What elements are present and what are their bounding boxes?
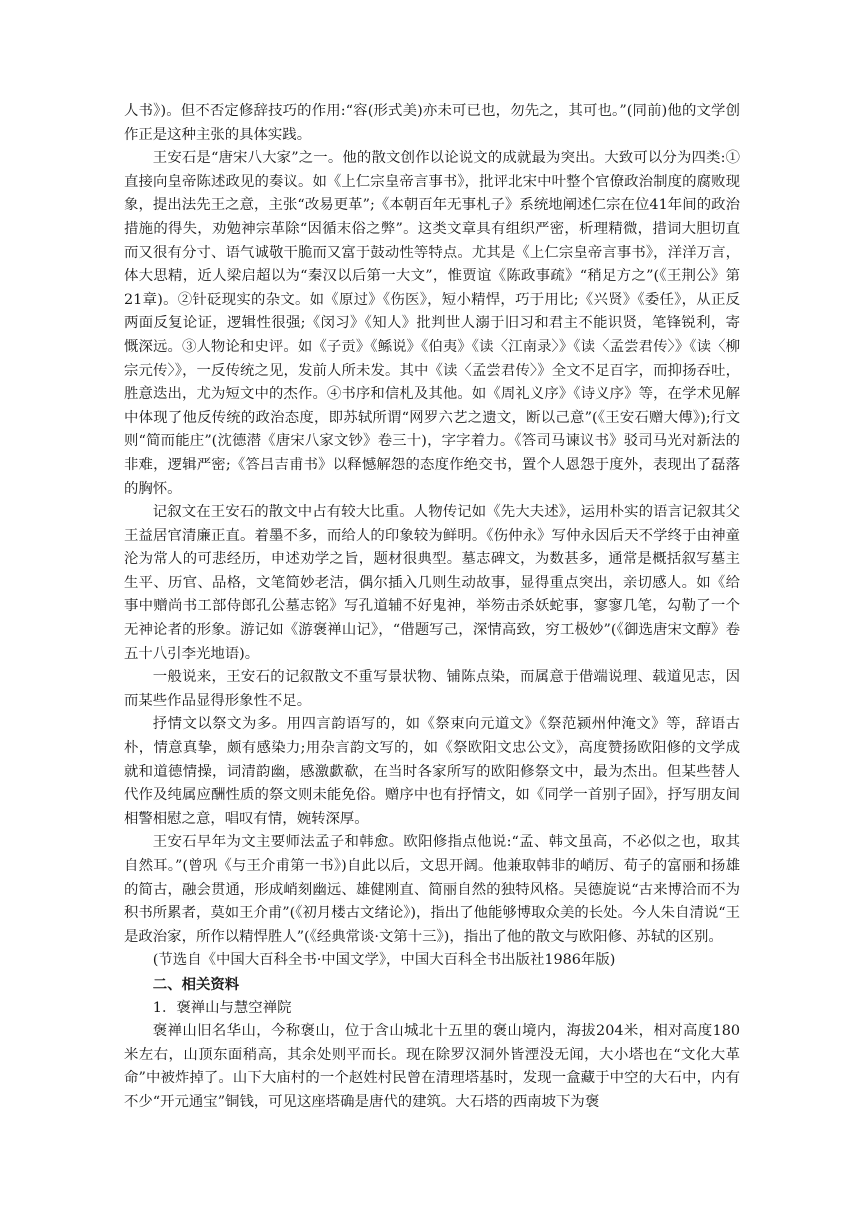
paragraph-narrative-summary: 一般说来，王安石的记叙散文不重写景状物、铺陈点染，而属意于借端说理、载道见志，因而某些作品显得形象性不足。 [124,669,740,709]
paragraph-baochan-mountain: 褒禅山旧名华山，今称褒山，位于含山城北十五里的褒山境内，海拔204米，相对高度180米左右，山顶东面稍高，其余处则平而长。现在除罗汉洞外皆湮没无闻，大小塔也在“文化大革命”中被炸掉了。山下大庙村的一个赵姓村民曾在清理塔基时，发现一盒藏于中空的大石中，内有不少“开元通宝”铜钱，可见这座塔确是唐代的建筑。大石塔的西南坡下为褒 [124,1023,740,1110]
section-heading: 二、相关资料 [152,975,240,993]
source-citation: (节选自《中国大百科全书·中国文学》，中国大百科全书出版社1986年版) [152,952,616,969]
paragraph-lyrical-prose: 抒情文以祭文为多。用四言韵语写的，如《祭束向元道文》《祭范颍州仲淹文》等，辞语古朴，情意真挚，颇有感染力;用杂言韵文写的，如《祭欧阳文忠公文》，高度赞扬欧阳修的文学成就和道德情操，词清韵幽，感激歔欷，在当时各家所写的欧阳修祭文中，最为杰出。但某些替人代作及纯属应酬性质的祭文则未能免俗。赠序中也有抒情文，如《同学一首别子固》，抒写朋友间相警相慰之意，唱叹有情，婉转深厚。 [124,716,740,827]
paragraph-continuation: 人书》)。但不否定修辞技巧的作用:“容(形式美)亦未可已也，勿先之，其可也。”(同前)他的文学创作正是这种主张的具体实践。 [124,103,740,143]
paragraph-style-influences: 王安石早年为文主要师法孟子和韩愈。欧阳修指点他说:“孟、韩文虽高，不必似之也，取其自然耳。”(曾巩《与王介甫第一书》)自此以后，文思开阔。他兼取韩非的峭厉、荀子的富丽和扬雄的简古，融会贯通，形成峭刻幽远、雄健刚直、简丽自然的独特风格。吴德旋说“古来博洽而不为积书所累者，莫如王介甫”(《初月楼古文绪论》)，指出了他能够博取众美的长处。今人朱自清说“王是政治家，所作以精悍胜人”(《经典常谈·文第十三》)，指出了他的散文与欧阳修、苏轼的区别。 [124,834,740,945]
subsection-heading: 1．褒禅山与慧空禅院 [152,999,292,1016]
document-page [124,100,740,1115]
paragraph-argumentative-prose: 王安石是“唐宋八大家”之一。他的散文创作以论说文的成就最为突出。大致可以分为四类:①直接向皇帝陈述政见的奏议。如《上仁宗皇帝言事书》，批评北宋中叶整个官僚政治制度的腐败现象，提出法先王之意，主张“改易更革”;《本朝百年无事札子》系统地阐述仁宗在位41年间的政治措施的得失，劝勉神宗革除“因循末俗之弊”。这类文章具有组织严密，析理精微，措词大胆切直而又很有分寸、语气诚敬干脆而又富于鼓动性等特点。尤其是《上仁宗皇帝言事书》，洋洋万言，体大思精，近人梁启超以为“秦汉以后第一大文”，惟贾谊《陈政事疏》“稍足方之”(《王荆公》第21章)。②针砭现实的杂文。如《原过》《伤医》，短小精悍，巧于用比;《兴贤》《委任》，从正反两面反复论证，逻辑性很强;《闵习》《知人》批判世人溺于旧习和君主不能识贤，笔锋锐利，寄慨深远。③人物论和史评。如《子贡》《鲧说》《伯夷》《读〈江南录〉》《读〈孟尝君传〉》《读〈柳宗元传〉》，一反传统之见，发前人所未发。其中《读〈孟尝君传〉》全文不足百字，而抑扬吞吐，胜意迭出，尤为短文中的杰作。④书序和信札及其他。如《周礼义序》《诗义序》等，在学术见解中体现了他反传统的政治态度，即苏轼所谓“网罗六艺之遗文，断以己意”(《王安石赠大傅》);行文则“简而能庄”(沈德潜《唐宋八家文钞》卷三十)，字字着力。《答司马谏议书》驳司马光对新法的非难，逻辑严密;《答吕吉甫书》以释憾解怨的态度作绝交书，置个人恩怨于度外，表现出了磊落的胸怀。 [124,150,740,497]
paragraph-narrative-prose: 记叙文在王安石的散文中占有较大比重。人物传记如《先大夫述》，运用朴实的语言记叙其父王益居官清廉正直。着墨不多，而给人的印象较为鲜明。《伤仲永》写仲永因后天不学终于由神童沦为常人的可悲经历，申述劝学之旨，题材很典型。墓志碑文，为数甚多，通常是概括叙写墓主生平、历官、品格，文笔简妙老洁，偶尔插入几则生动故事，显得重点突出，亲切感人。如《给事中赠尚书工部侍郎孔公墓志铭》写孔道辅不好鬼神，举笏击杀妖蛇事，寥寥几笔，勾勒了一个无神论者的形象。游记如《游褒禅山记》，“借题写己，深情高致，穷工极妙”(《御选唐宋文醇》卷五十八引李光地语)。 [124,504,740,662]
